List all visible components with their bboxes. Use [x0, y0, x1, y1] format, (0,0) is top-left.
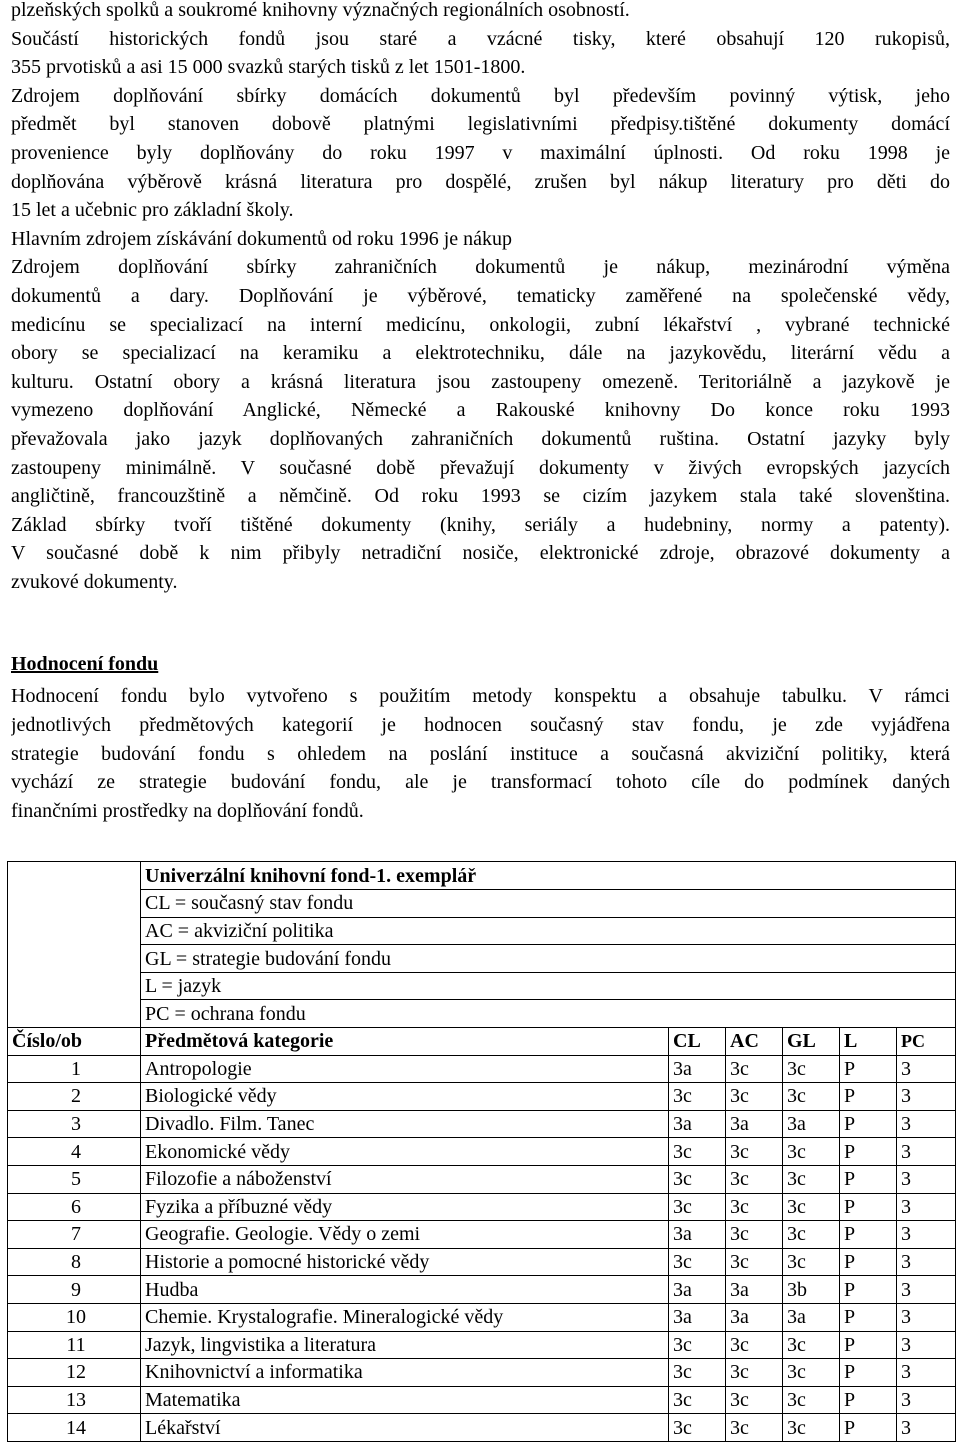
- cell-pc: 3: [897, 1386, 956, 1414]
- cell-num: 10: [8, 1303, 141, 1331]
- cell-l: P: [840, 1138, 897, 1166]
- cell-num: 7: [8, 1221, 141, 1249]
- text-line: plzeňských spolků a soukromé knihovny význačných regionálních osobností.: [11, 0, 630, 21]
- cell-pc: 3: [897, 1138, 956, 1166]
- text-line: angličtině, francouzštině a němčině. Od roku 1993 se cizím jazykem stala také slovenština.: [11, 485, 950, 508]
- cell-gl: 3a: [783, 1110, 840, 1138]
- table-row: [8, 1276, 956, 1304]
- text-line: vychází ze strategie budování fondu, ale je transformací tohoto cíle do podmínek daných: [11, 771, 950, 794]
- cell-pc: 3: [897, 1276, 956, 1304]
- text-line: medicínu se specializací na interní medicínu, onkologii, zubní lékařství , vybrané technické: [11, 313, 950, 336]
- cell-pc: 3: [897, 1248, 956, 1276]
- cell-pc: 3: [897, 1414, 956, 1442]
- table-row: [8, 1165, 956, 1193]
- table-row: [8, 1110, 956, 1138]
- text-line: V současné době k nim přibyly netradiční nosiče, elektronické zdroje, obrazové dokumenty a: [11, 542, 950, 565]
- cell-pc: 3: [897, 1083, 956, 1111]
- cell-ac: 3c: [726, 1083, 783, 1111]
- text-line: strategie budování fondu s ohledem na poslání instituce a současná akviziční politiky, která: [11, 742, 950, 765]
- cell-cl: 3a: [669, 1221, 726, 1249]
- cell-num: 1: [8, 1055, 141, 1083]
- cell-gl: 3c: [783, 1055, 840, 1083]
- text-line: Součástí historických fondů jsou staré a vzácné tisky, které obsahují 120 rukopisů,: [11, 27, 950, 50]
- cell-ac: 3c: [726, 1386, 783, 1414]
- cell-num: 2: [8, 1083, 141, 1111]
- text-line: vymezeno doplňování Anglické, Německé a Rakouské knihovny Do konce roku 1993: [11, 399, 950, 422]
- table-row: [8, 1221, 956, 1249]
- cell-num: 5: [8, 1165, 141, 1193]
- cell-num: 9: [8, 1276, 141, 1304]
- cell-cl: 3a: [669, 1303, 726, 1331]
- cell-category: Hudba: [141, 1276, 669, 1304]
- table-row: [8, 1303, 956, 1331]
- cell-num: 14: [8, 1414, 141, 1442]
- cell-ac: 3c: [726, 1165, 783, 1193]
- text-line: Zdrojem doplňování sbírky zahraničních dokumentů je nákup, mezinárodní výměna: [11, 256, 950, 279]
- cell-pc: 3: [897, 1359, 956, 1387]
- legend-row: [8, 945, 956, 973]
- cell-ac: 3c: [726, 1193, 783, 1221]
- cell-l: P: [840, 1386, 897, 1414]
- empty-cell: [8, 1000, 141, 1028]
- cell-ac: 3c: [726, 1414, 783, 1442]
- cell-pc: 3: [897, 1221, 956, 1249]
- legend-row: [8, 862, 956, 890]
- cell-gl: 3c: [783, 1165, 840, 1193]
- cell-l: P: [840, 1221, 897, 1249]
- header-category: Předmětová kategorie: [141, 1028, 669, 1056]
- cell-l: P: [840, 1276, 897, 1304]
- header-l: L: [840, 1028, 897, 1056]
- cell-pc: 3: [897, 1193, 956, 1221]
- text-line: zastoupeny minimálně. V současné době převažují dokumenty v živých evropských jazycích: [11, 456, 950, 479]
- conspectus-table: [7, 861, 956, 1441]
- table-row: [8, 1138, 956, 1166]
- text-line: předmět byl stanoven dobově platnými legislativními předpisy.tištěné dokumenty domácí: [11, 113, 950, 136]
- legend-row: [8, 972, 956, 1000]
- cell-l: P: [840, 1331, 897, 1359]
- table-row: [8, 1414, 956, 1442]
- legend-item: L = jazyk: [141, 972, 956, 1000]
- header-num: Číslo/ob: [8, 1028, 141, 1056]
- cell-l: P: [840, 1110, 897, 1138]
- text-line: Hodnocení fondu bylo vytvořeno s použitím metody konspektu a obsahuje tabulku. V rámci: [11, 685, 950, 708]
- cell-l: P: [840, 1359, 897, 1387]
- cell-category: Biologické vědy: [141, 1083, 669, 1111]
- cell-ac: 3c: [726, 1221, 783, 1249]
- text-line: Zdrojem doplňování sbírky domácích dokumentů byl především povinný výtisk, jeho: [11, 84, 950, 107]
- cell-category: Knihovnictví a informatika: [141, 1359, 669, 1387]
- legend-row: [8, 1000, 956, 1028]
- cell-num: 8: [8, 1248, 141, 1276]
- header-gl: GL: [783, 1028, 840, 1056]
- cell-num: 3: [8, 1110, 141, 1138]
- cell-gl: 3c: [783, 1083, 840, 1111]
- table-row: [8, 1386, 956, 1414]
- cell-gl: 3c: [783, 1331, 840, 1359]
- text-line: 355 prvotisků a asi 15 000 svazků starých tisků z let 1501-1800.: [11, 56, 526, 79]
- cell-l: P: [840, 1303, 897, 1331]
- cell-cl: 3c: [669, 1165, 726, 1193]
- cell-num: 13: [8, 1386, 141, 1414]
- empty-cell: [8, 890, 141, 918]
- cell-pc: 3: [897, 1331, 956, 1359]
- text-line: 15 let a učebnic pro základní školy.: [11, 199, 294, 222]
- empty-cell: [8, 945, 141, 973]
- cell-cl: 3a: [669, 1110, 726, 1138]
- cell-gl: 3c: [783, 1414, 840, 1442]
- legend-item: AC = akviziční politika: [141, 917, 956, 945]
- text-line: Hlavním zdrojem získávání dokumentů od roku 1996 je nákup: [11, 227, 513, 250]
- cell-cl: 3a: [669, 1055, 726, 1083]
- text-line: kulturu. Ostatní obory a krásná literatura jsou zastoupeny omezeně. Teritoriálně a jazykově je: [11, 370, 950, 393]
- cell-gl: 3c: [783, 1221, 840, 1249]
- header-cl: CL: [669, 1028, 726, 1056]
- text-line: Základ sbírky tvoří tištěné dokumenty (knihy, seriály a hudebniny, normy a patenty).: [11, 513, 950, 536]
- legend-row: [8, 890, 956, 918]
- cell-category: Divadlo. Film. Tanec: [141, 1110, 669, 1138]
- cell-gl: 3c: [783, 1359, 840, 1387]
- table-header-row: [8, 1028, 956, 1056]
- legend-item: CL = současný stav fondu: [141, 890, 956, 918]
- cell-cl: 3c: [669, 1331, 726, 1359]
- cell-cl: 3c: [669, 1386, 726, 1414]
- section-heading: Hodnocení fondu: [11, 653, 159, 676]
- cell-l: P: [840, 1248, 897, 1276]
- cell-cl: 3c: [669, 1083, 726, 1111]
- cell-ac: 3c: [726, 1138, 783, 1166]
- body-text: [11, 0, 950, 596]
- cell-gl: 3c: [783, 1248, 840, 1276]
- cell-num: 11: [8, 1331, 141, 1359]
- cell-pc: 3: [897, 1303, 956, 1331]
- cell-cl: 3c: [669, 1138, 726, 1166]
- empty-cell: [8, 972, 141, 1000]
- cell-cl: 3c: [669, 1193, 726, 1221]
- table-row: [8, 1331, 956, 1359]
- cell-gl: 3a: [783, 1303, 840, 1331]
- table-row: [8, 1193, 956, 1221]
- cell-category: Matematika: [141, 1386, 669, 1414]
- cell-l: P: [840, 1414, 897, 1442]
- cell-category: Chemie. Krystalografie. Mineralogické vědy: [141, 1303, 669, 1331]
- cell-gl: 3c: [783, 1138, 840, 1166]
- legend-item: PC = ochrana fondu: [141, 1000, 956, 1028]
- legend-title: Univerzální knihovní fond-1. exemplář: [141, 862, 956, 890]
- cell-l: P: [840, 1165, 897, 1193]
- cell-category: Fyzika a příbuzné vědy: [141, 1193, 669, 1221]
- cell-pc: 3: [897, 1055, 956, 1083]
- text-line: doplňována výběrově krásná literatura pro dospělé, zrušen byl nákup literatury pro děti do: [11, 170, 950, 193]
- header-ac: AC: [726, 1028, 783, 1056]
- cell-ac: 3c: [726, 1248, 783, 1276]
- cell-cl: 3c: [669, 1248, 726, 1276]
- cell-l: P: [840, 1055, 897, 1083]
- cell-ac: 3c: [726, 1331, 783, 1359]
- cell-pc: 3: [897, 1110, 956, 1138]
- cell-num: 6: [8, 1193, 141, 1221]
- section-text: [11, 682, 950, 825]
- cell-category: Filozofie a náboženství: [141, 1165, 669, 1193]
- text-line: jednotlivých předmětových kategorií je hodnocen současný stav fondu, je zde vyjádřena: [11, 714, 950, 737]
- cell-ac: 3a: [726, 1110, 783, 1138]
- table-row: [8, 1055, 956, 1083]
- cell-gl: 3b: [783, 1276, 840, 1304]
- cell-category: Jazyk, lingvistika a literatura: [141, 1331, 669, 1359]
- cell-category: Geografie. Geologie. Vědy o zemi: [141, 1221, 669, 1249]
- cell-num: 12: [8, 1359, 141, 1387]
- text-line: zvukové dokumenty.: [11, 570, 178, 593]
- legend-item: GL = strategie budování fondu: [141, 945, 956, 973]
- legend-row: [8, 917, 956, 945]
- cell-category: Antropologie: [141, 1055, 669, 1083]
- cell-gl: 3c: [783, 1386, 840, 1414]
- text-line: dokumentů a dary. Doplňování je výběrové, tematicky zaměřené na společenské vědy,: [11, 284, 950, 307]
- cell-cl: 3c: [669, 1414, 726, 1442]
- cell-l: P: [840, 1083, 897, 1111]
- empty-cell: [8, 862, 141, 890]
- text-line: převažovala jako jazyk doplňovaných zahraničních dokumentů ruština. Ostatní jazyky byly: [11, 427, 950, 450]
- header-pc: PC: [897, 1028, 956, 1056]
- cell-category: Ekonomické vědy: [141, 1138, 669, 1166]
- table-row: [8, 1248, 956, 1276]
- cell-category: Lékařství: [141, 1414, 669, 1442]
- cell-ac: 3c: [726, 1359, 783, 1387]
- text-line: finančními prostředky na doplňování fondů.: [11, 799, 364, 822]
- cell-ac: 3a: [726, 1276, 783, 1304]
- cell-pc: 3: [897, 1165, 956, 1193]
- cell-category: Historie a pomocné historické vědy: [141, 1248, 669, 1276]
- cell-gl: 3c: [783, 1193, 840, 1221]
- empty-cell: [8, 917, 141, 945]
- text-line: obory se specializací na keramiku a elektrotechniku, dále na jazykovědu, literární vědu a: [11, 342, 950, 365]
- cell-l: P: [840, 1193, 897, 1221]
- table-row: [8, 1083, 956, 1111]
- cell-cl: 3a: [669, 1276, 726, 1304]
- cell-cl: 3c: [669, 1359, 726, 1387]
- cell-num: 4: [8, 1138, 141, 1166]
- cell-ac: 3c: [726, 1055, 783, 1083]
- table-row: [8, 1359, 956, 1387]
- text-line: provenience byly doplňovány do roku 1997 v maximální úplnosti. Od roku 1998 je: [11, 141, 950, 164]
- cell-ac: 3a: [726, 1303, 783, 1331]
